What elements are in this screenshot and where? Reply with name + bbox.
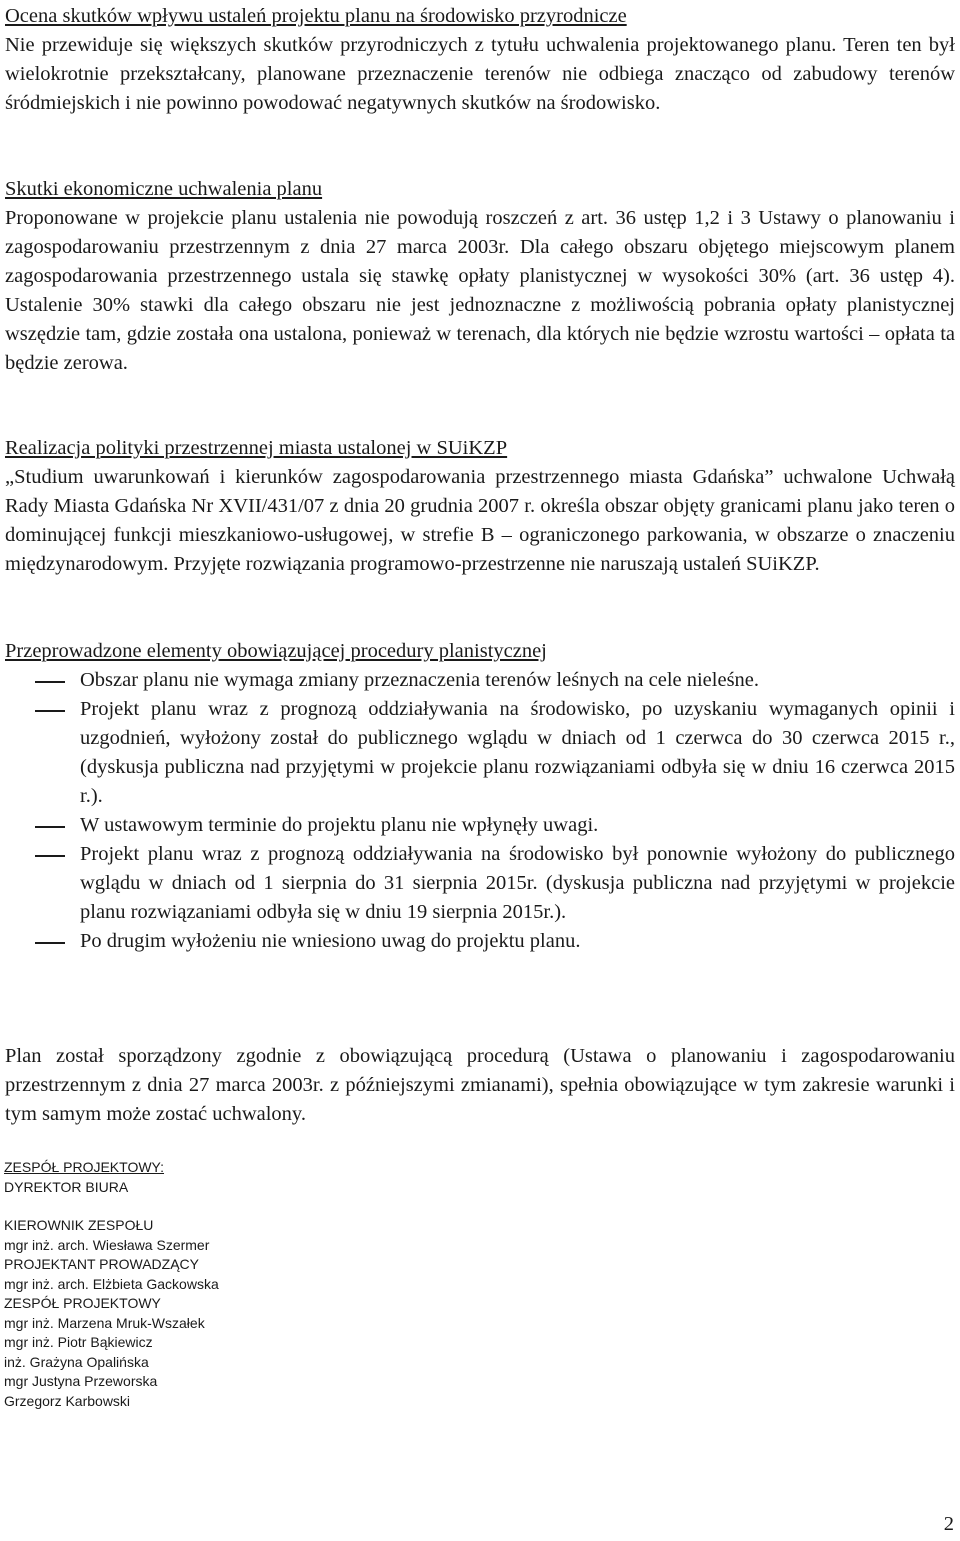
team-heading: ZESPÓŁ PROJEKTOWY: (4, 1159, 165, 1175)
team-line: mgr inż. arch. Wiesława Szermer (4, 1236, 210, 1253)
list-item-text: Projekt planu wraz z prognozą oddziaływania na środowisko był ponownie wyłożony do publicznego wglądu w dniach od 1 sierpnia do 31 sierpnia 2015r. (dyskusja publiczna nad przyjętymi w projekcie planu rozwiązaniami odbyła się w dniu 19 sierpnia 2015r.). (80, 843, 955, 923)
list-item (5, 695, 955, 811)
section-body: Nie przewiduje się większych skutków przyrodniczych z tytułu uchwalenia projektowanego planu. Teren ten był wielokrotnie przekształcany, planowane przeznaczenie terenów nie odbiega znacząco od zabudowy terenów śródmiejskich i nie powinno powodować negatywnych skutków na środowisko. (5, 34, 955, 114)
section-heading: Skutki ekonomiczne uchwalenia planu (5, 178, 323, 200)
section-body: Proponowane w projekcie planu ustalenia nie powodują roszczeń z art. 36 ustęp 1,2 i 3 Ustawy o planowaniu i zagospodarowaniu przestrzennym z dnia 27 marca 2003r. Dla całego obszaru objętego miejscowym planem zagospodarowania przestrzennego ustala się stawkę opłaty planistycznej w wysokości 30% (art. 36 ustęp 4). Ustalenie 30% stawki dla całego obszaru nie jest jednoznaczne z możliwością pobrania opłaty planistycznej wszędzie tam, gdzie została ona ustalona, ponieważ w terenach, dla których nie będzie wzrostu wartości – opłata ta będzie zerowa. (5, 207, 955, 374)
list-item-text: Projekt planu wraz z prognozą oddziaływania na środowisko, po uzyskaniu wymaganych opinii i uzgodnień, wyłożony został do publicznego wglądu w dniach od 1 czerwca do 30 czerwca 2015 r., (dyskusja publiczna nad przyjętymi w projekcie planu rozwiązaniami odbyła się w dniu 16 czerwca 2015 r.). (80, 698, 955, 807)
team-line: ZESPÓŁ PROJEKTOWY (4, 1295, 161, 1311)
director-title: DYREKTOR BIURA (4, 1178, 129, 1195)
team-line: mgr inż. Marzena Mruk-Wszałek (4, 1314, 205, 1331)
list-item (5, 840, 955, 927)
section-spatial-policy (5, 434, 955, 579)
list-item (5, 666, 955, 695)
team-line: mgr inż. Piotr Bąkiewicz (4, 1334, 153, 1350)
list-item-text: Po drugim wyłożeniu nie wniesiono uwag do projektu planu. (80, 930, 581, 952)
list-item-text: W ustawowym terminie do projektu planu nie wpłynęły uwagi. (80, 814, 599, 836)
spacer (4, 1197, 604, 1216)
section-conclusion (5, 1042, 955, 1129)
team-line: PROJEKTANT PROWADZĄCY (4, 1256, 199, 1272)
list-item-text: Obszar planu nie wymaga zmiany przeznaczenia terenów leśnych na cele nieleśne. (80, 669, 760, 691)
section-heading: Przeprowadzone elementy obowiązującej procedury planistycznej (5, 640, 547, 662)
section-heading: Realizacja polityki przestrzennej miasta ustalonej w SUiKZP (5, 437, 508, 459)
procedure-list (5, 666, 955, 956)
list-item (5, 811, 955, 840)
section-economic-effects (5, 175, 955, 378)
section-environment-impact (5, 2, 955, 118)
team-line: Grzegorz Karbowski (4, 1392, 131, 1409)
section-procedure (5, 637, 955, 956)
team-line: inż. Grażyna Opalińska (4, 1353, 149, 1370)
conclusion-text: Plan został sporządzony zgodnie z obowiązującą procedurą (Ustawa o planowaniu i zagospodarowaniu przestrzennym z dnia 27 marca 2003r. z późniejszymi zmianami), spełnia obowiązujące w tym zakresie warunki i tym samym może zostać uchwalony. (5, 1045, 955, 1125)
section-heading: Ocena skutków wpływu ustaleń projektu planu na środowisko przyrodnicze (5, 5, 627, 27)
team-line: mgr Justyna Przeworska (4, 1373, 158, 1389)
page-number: 2 (943, 1513, 954, 1535)
project-team (4, 1158, 604, 1411)
team-line: mgr inż. arch. Elżbieta Gackowska (4, 1275, 219, 1292)
team-line: KIEROWNIK ZESPOŁU (4, 1217, 154, 1233)
list-item (5, 927, 955, 956)
section-body: „Studium uwarunkowań i kierunków zagospodarowania przestrzennego miasta Gdańska” uchwalone Uchwałą Rady Miasta Gdańska Nr XVII/431/07 z dnia 20 grudnia 2007 r. określa obszar objęty granicami planu jako teren o dominującej funkcji mieszkaniowo-usługowej, w strefie B – ograniczonego parkowania, w obszarze o znaczeniu międzynarodowym. Przyjęte rozwiązania programowo-przestrzenne nie naruszają ustaleń SUiKZP. (5, 466, 955, 575)
